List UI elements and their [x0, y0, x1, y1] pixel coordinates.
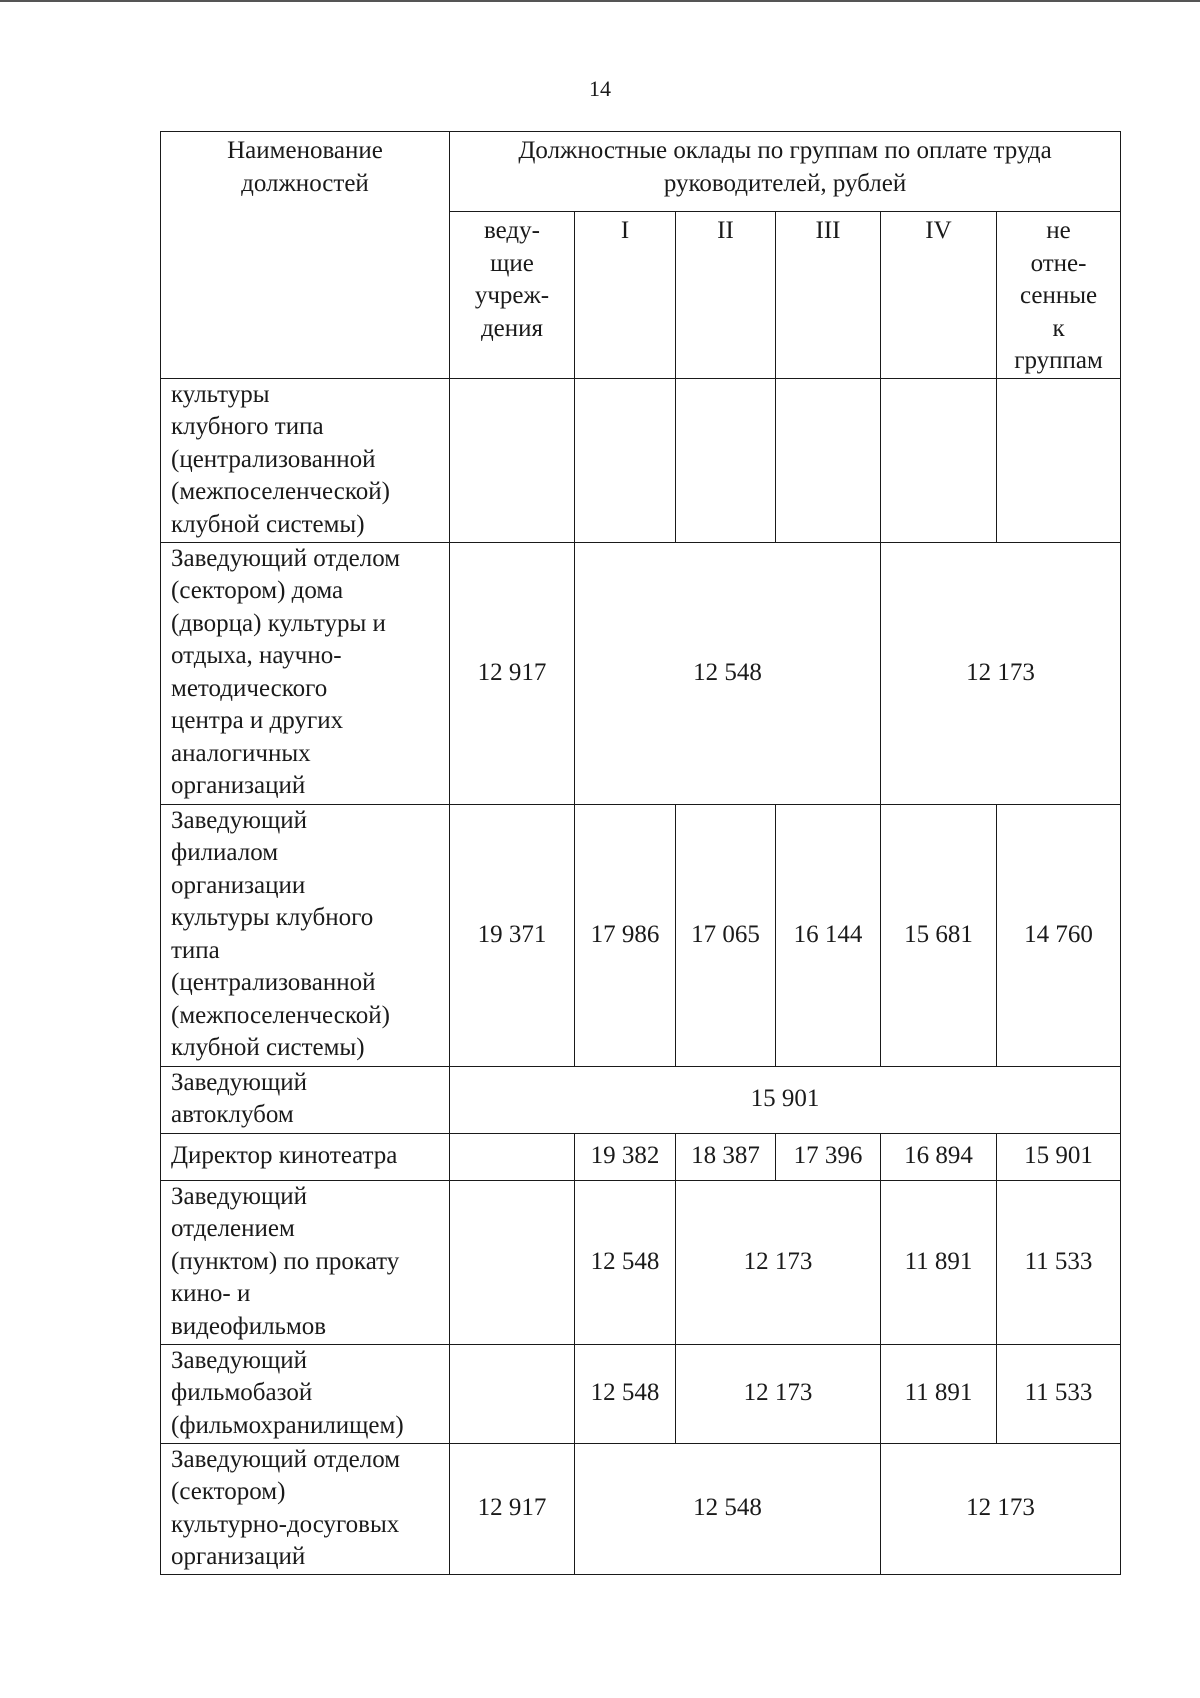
- table-row: [161, 1066, 1121, 1133]
- salary-cell: [676, 378, 776, 542]
- table-row: [161, 1133, 1121, 1180]
- header-position-name: Наименование должностей: [161, 132, 450, 379]
- salary-cell: 17 986: [575, 804, 676, 1066]
- salary-cell: [881, 378, 997, 542]
- page-number: 14: [589, 76, 611, 101]
- salary-cell: 12 173: [676, 1180, 881, 1344]
- position-name: Директор кинотеатра: [161, 1133, 450, 1180]
- salary-cell: 12 173: [676, 1344, 881, 1443]
- header-row-main: [161, 132, 1121, 212]
- salary-cell: 12 548: [575, 542, 881, 804]
- salary-cell: 12 173: [881, 542, 1121, 804]
- position-name: культуры клубного типа (централизованной (межпоселенческой) клубной системы): [161, 378, 450, 542]
- position-name: Заведующий филиалом организации культуры клубного типа (централизованной (межпоселенческой) клубной системы): [161, 804, 450, 1066]
- salary-cell: 14 760: [997, 804, 1121, 1066]
- salary-cell: 19 382: [575, 1133, 676, 1180]
- salary-cell: 11 891: [881, 1180, 997, 1344]
- salary-cell: 18 387: [676, 1133, 776, 1180]
- table-row: [161, 1344, 1121, 1443]
- salary-cell: 16 144: [776, 804, 881, 1066]
- salary-cell: 17 396: [776, 1133, 881, 1180]
- salary-cell: 12 548: [575, 1443, 881, 1574]
- salary-cell: 11 533: [997, 1180, 1121, 1344]
- salary-cell: [776, 378, 881, 542]
- position-name: Заведующий автоклубом: [161, 1066, 450, 1133]
- header-leading-institutions: веду- щие учреж- дения: [450, 212, 575, 379]
- table-row: [161, 1443, 1121, 1574]
- position-name: Заведующий отделом (сектором) дома (дворца) культуры и отдыха, научно- методического центра и других аналогичных организаций: [161, 542, 450, 804]
- salary-table: [160, 131, 1121, 1575]
- table-row: [161, 1180, 1121, 1344]
- salary-cell: 16 894: [881, 1133, 997, 1180]
- salary-cell: 12 917: [450, 542, 575, 804]
- header-group-1: I: [575, 212, 676, 379]
- salary-cell: 15 901: [997, 1133, 1121, 1180]
- salary-cell: [450, 1344, 575, 1443]
- salary-cell: 12 548: [575, 1344, 676, 1443]
- position-name: Заведующий отделом (сектором) культурно-досуговых организаций: [161, 1443, 450, 1574]
- salary-cell: 11 891: [881, 1344, 997, 1443]
- header-salary-groups: Должностные оклады по группам по оплате труда руководителей, рублей: [450, 132, 1121, 212]
- salary-cell: 12 917: [450, 1443, 575, 1574]
- salary-cell: [450, 378, 575, 542]
- salary-cell: [997, 378, 1121, 542]
- salary-cell: 12 548: [575, 1180, 676, 1344]
- salary-cell: 15 901: [450, 1066, 1121, 1133]
- position-name: Заведующий фильмобазой (фильмохранилищем): [161, 1344, 450, 1443]
- salary-cell: 11 533: [997, 1344, 1121, 1443]
- table-row: [161, 378, 1121, 542]
- table-row: [161, 804, 1121, 1066]
- header-group-3: III: [776, 212, 881, 379]
- salary-cell: [575, 378, 676, 542]
- position-name: Заведующий отделением (пунктом) по прокату кино- и видеофильмов: [161, 1180, 450, 1344]
- header-group-4: IV: [881, 212, 997, 379]
- salary-cell: 19 371: [450, 804, 575, 1066]
- table-row: [161, 542, 1121, 804]
- top-border-line: [0, 0, 1200, 2]
- salary-cell: 15 681: [881, 804, 997, 1066]
- salary-cell: [450, 1180, 575, 1344]
- header-unassigned: не отне- сенные к группам: [997, 212, 1121, 379]
- salary-cell: [450, 1133, 575, 1180]
- header-group-2: II: [676, 212, 776, 379]
- salary-cell: 17 065: [676, 804, 776, 1066]
- salary-cell: 12 173: [881, 1443, 1121, 1574]
